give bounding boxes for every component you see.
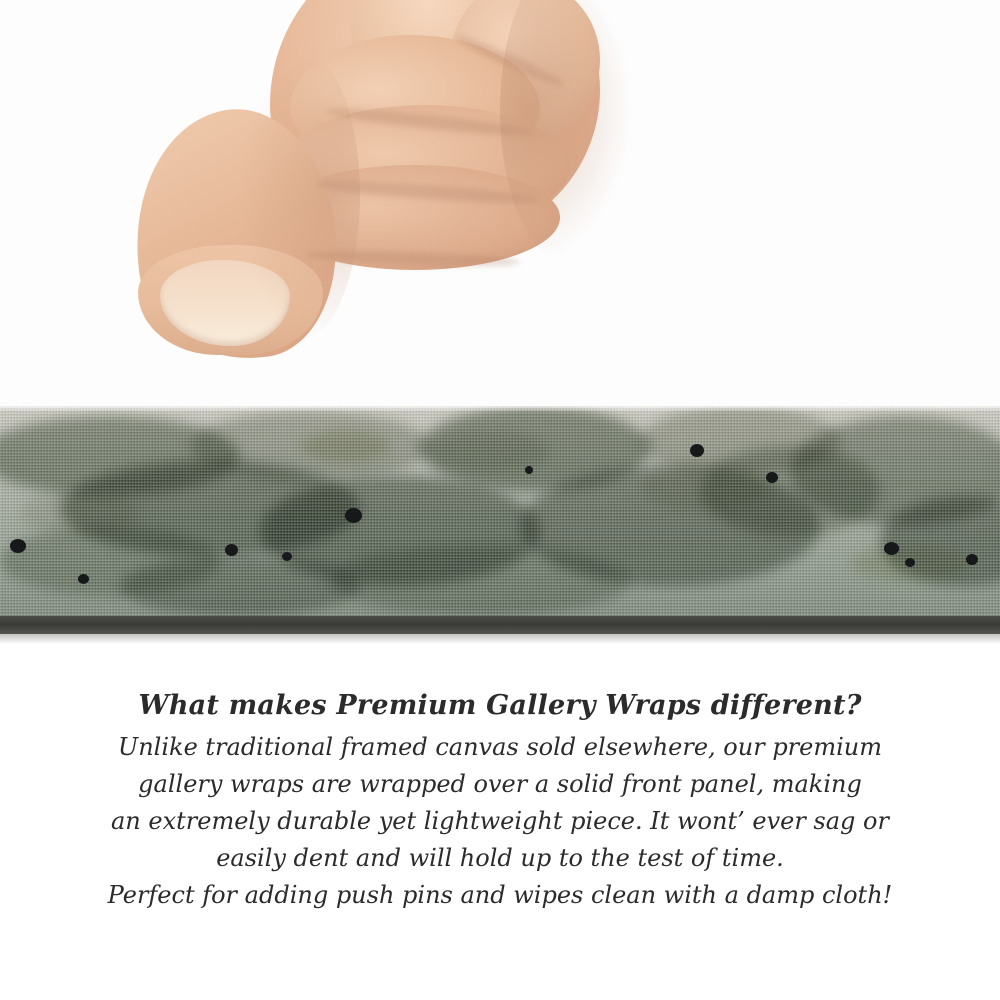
canvas-drop-shadow bbox=[0, 634, 1000, 644]
hand-illustration bbox=[120, 0, 590, 408]
caption-line-4: easily dent and will hold up to the test of time. bbox=[216, 844, 784, 872]
hand-shading-left bbox=[240, 50, 360, 340]
caption-body bbox=[0, 729, 1000, 914]
canvas-top-highlight bbox=[0, 406, 1000, 412]
caption-line-2: gallery wraps are wrapped over a solid front panel, making bbox=[138, 770, 862, 798]
canvas-edge-strip bbox=[0, 406, 1000, 618]
caption-block bbox=[0, 690, 1000, 914]
caption-line-5: Perfect for adding push pins and wipes clean with a damp cloth! bbox=[107, 881, 893, 909]
canvas-bottom-edge bbox=[0, 616, 1000, 634]
caption-line-3: an extremely durable yet lightweight piece. It wont’ ever sag or bbox=[111, 807, 889, 835]
hand-photo-area bbox=[0, 0, 1000, 408]
caption-heading: What makes Premium Gallery Wraps different? bbox=[138, 690, 862, 721]
caption-line-1: Unlike traditional framed canvas sold elsewhere, our premium bbox=[117, 733, 882, 761]
